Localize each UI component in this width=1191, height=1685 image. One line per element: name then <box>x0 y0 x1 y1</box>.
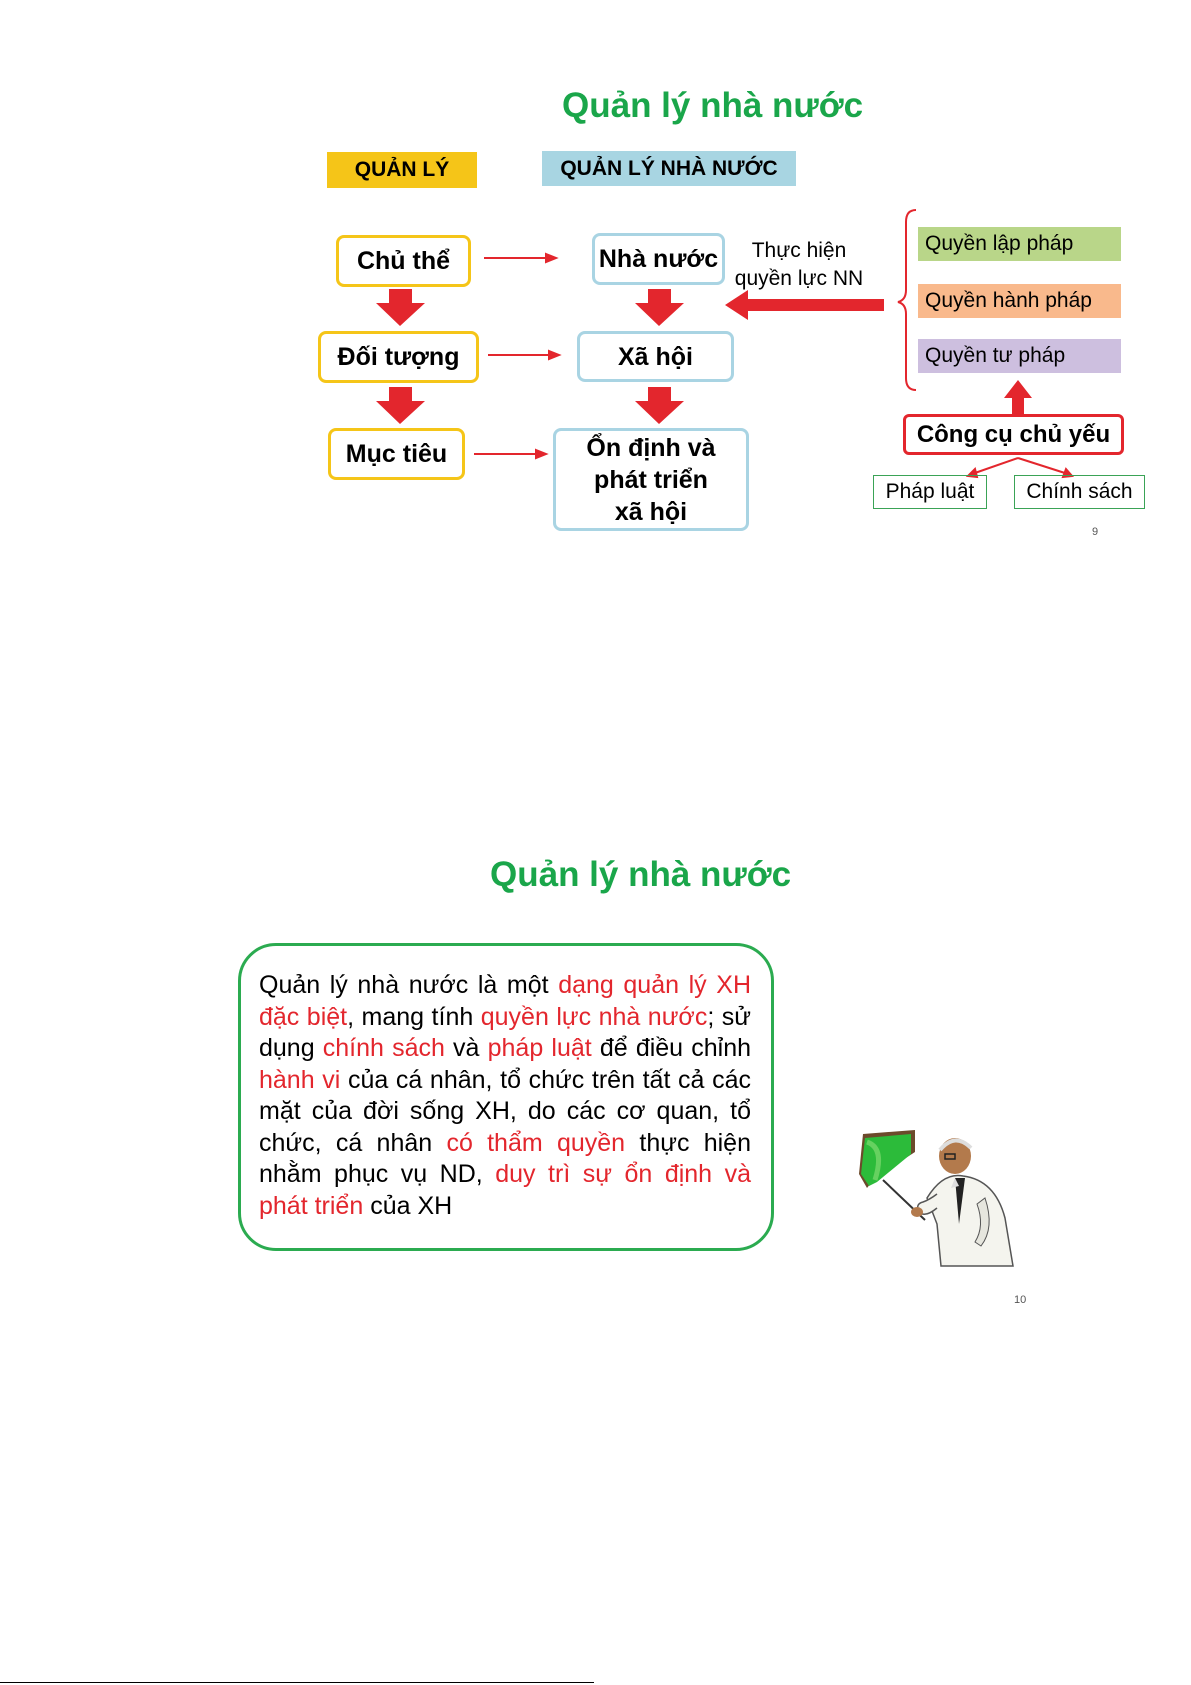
footer-line <box>0 1682 594 1683</box>
arrow-label-line-1: Thực hiện <box>751 239 847 262</box>
box-cong-cu-chu-yeu: Công cụ chủ yếu <box>903 414 1124 455</box>
tool-up-arrow <box>1004 380 1032 417</box>
teacher-pointing-board-clipart <box>845 1128 1025 1268</box>
paragraph-text: và <box>444 1034 488 1062</box>
definition-paragraph <box>259 970 751 1222</box>
paragraph-text: để điều chỉnh <box>591 1034 752 1062</box>
slide2-title: Quản lý nhà nước <box>490 855 792 894</box>
thin-arrows <box>474 254 559 458</box>
box-on-dinh-line-1: Ổn định và <box>586 433 716 462</box>
powers-brace <box>898 210 916 390</box>
arrow-label <box>729 237 869 293</box>
paragraph-text: của XH <box>363 1191 453 1220</box>
tool-chinh-sach: Chính sách <box>1014 475 1145 509</box>
box-nha-nuoc: Nhà nước <box>592 233 725 285</box>
highlight-text: quyền lực nhà nước <box>480 1002 708 1031</box>
box-on-dinh-line-3: xã hội <box>614 497 688 526</box>
slide2-page-number: 10 <box>1014 1294 1027 1306</box>
header-quan-ly: QUẢN LÝ <box>327 152 477 188</box>
highlight-text: pháp luật <box>487 1034 592 1062</box>
highlight-text: duy trì sự ổn định và phát triển <box>259 1160 751 1220</box>
highlight-text: có thẩm quyền <box>446 1128 626 1157</box>
paragraph-text: ; sử dụng <box>259 1002 751 1062</box>
arrow-label-line-2: quyền lực NN <box>734 267 864 290</box>
box-chu-the: Chủ thể <box>336 235 471 287</box>
power-hanh-phap: Quyền hành pháp <box>918 284 1121 318</box>
highlight-text: hành vi <box>259 1065 341 1094</box>
paragraph-text: thực hiện nhằm phục vụ ND, <box>259 1128 751 1188</box>
paragraph-text: của cá nhân, tổ chức trên tất cả các mặt của đời sống XH, do các cơ quan, tổ chức, cá nhân <box>259 1065 751 1157</box>
box-muc-tieu: Mục tiêu <box>328 428 465 480</box>
tool-phap-luat: Pháp luật <box>873 475 987 509</box>
box-xa-hoi: Xã hội <box>577 331 734 382</box>
paragraph-text: , mang tính <box>347 1002 481 1031</box>
power-arrow <box>725 290 884 320</box>
highlight-text: chính sách <box>322 1034 445 1062</box>
power-tu-phap: Quyền tư pháp <box>918 339 1121 373</box>
paragraph-text: Quản lý nhà nước là một <box>259 971 559 999</box>
box-on-dinh-line-2: phát triển <box>594 465 708 494</box>
slide1-title: Quản lý nhà nước <box>562 86 864 125</box>
header-quan-ly-nha-nuoc: QUẢN LÝ NHÀ NƯỚC <box>542 151 796 186</box>
box-doi-tuong: Đối tượng <box>318 331 479 383</box>
slide1-page-number: 9 <box>1092 526 1099 538</box>
power-lap-phap: Quyền lập pháp <box>918 227 1121 261</box>
highlight-text: dạng quản lý XH đặc biệt <box>259 971 751 1031</box>
box-on-dinh-phat-trien <box>553 428 749 531</box>
